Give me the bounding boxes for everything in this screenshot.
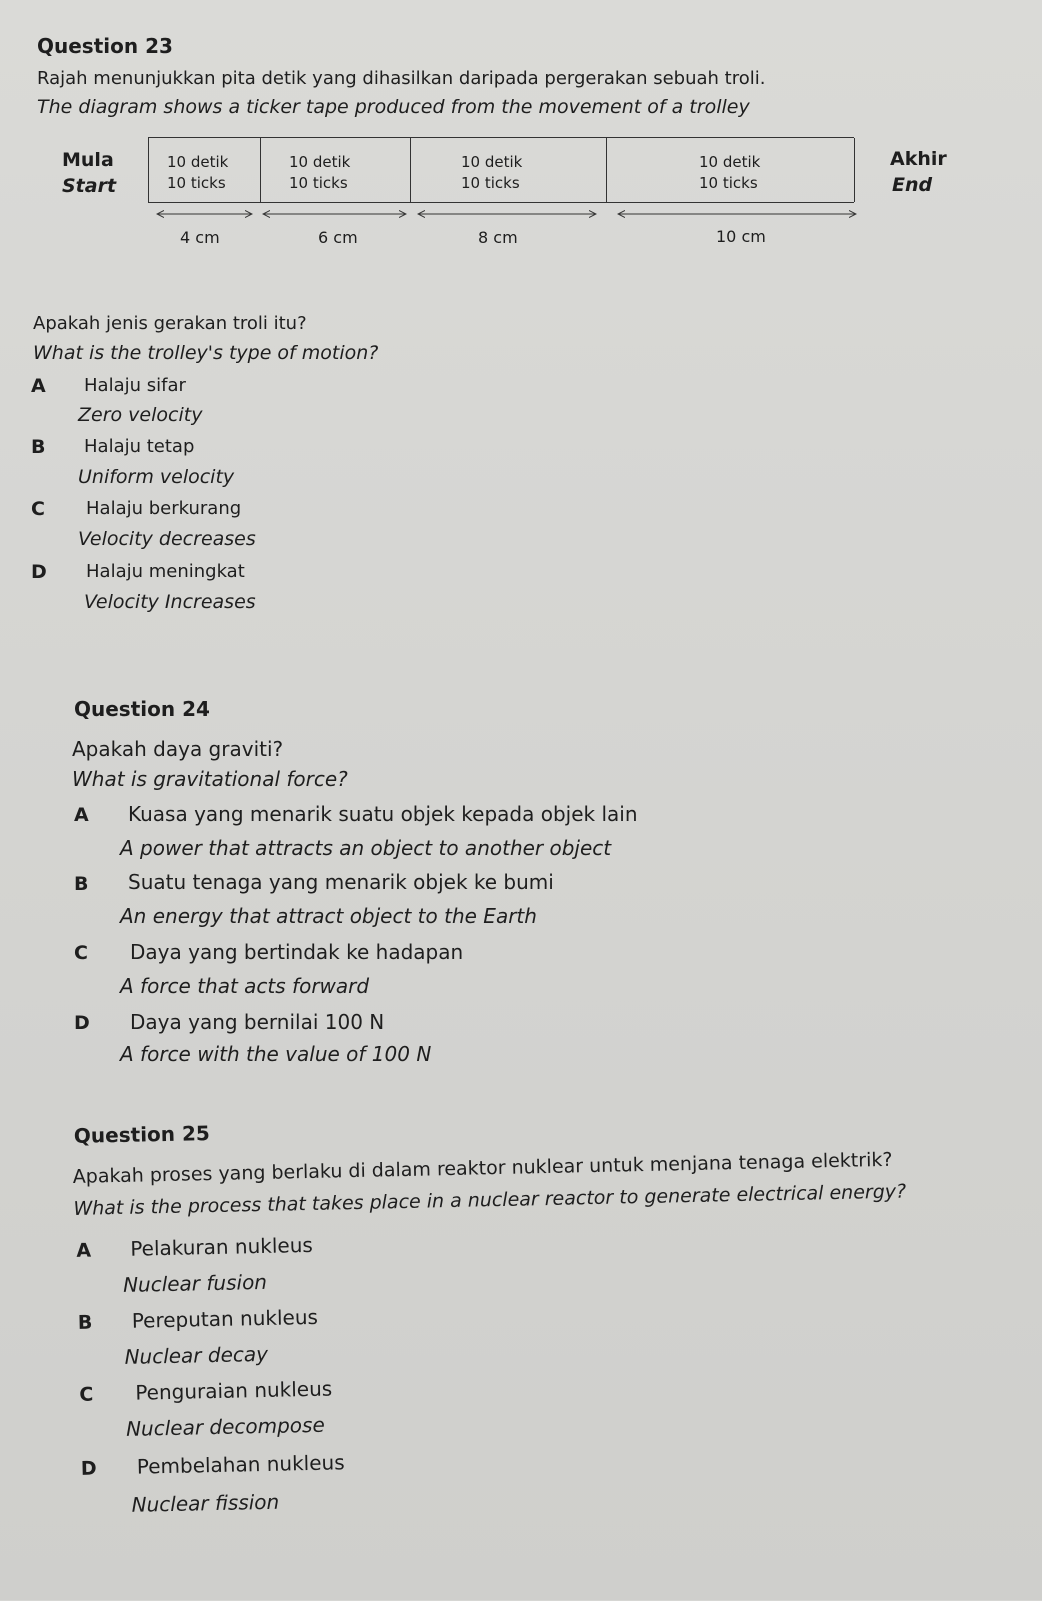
q23-stem-en: The diagram shows a ticker tape produced from the movement of a trolley	[37, 96, 750, 118]
option-text-en: Nuclear fission	[131, 1489, 280, 1517]
option-letter: B	[74, 873, 89, 895]
option-text-en: A force that acts forward	[120, 974, 370, 998]
option-letter: B	[77, 1311, 93, 1334]
segment-2-en: 10 ticks	[289, 174, 348, 192]
option-text-en: Zero velocity	[78, 404, 203, 426]
option-text-ms: Halaju tetap	[84, 436, 195, 457]
option-letter: D	[31, 561, 47, 583]
option-text-en: A force with the value of 100 N	[120, 1042, 432, 1066]
option-text-ms: Halaju meningkat	[86, 561, 245, 582]
start-label-ms: Mula	[62, 149, 114, 171]
option-text-ms: Penguraian nukleus	[135, 1376, 333, 1405]
q23-stem-ms: Rajah menunjukkan pita detik yang dihasilkan daripada pergerakan sebuah troli.	[37, 68, 766, 89]
option-text-en: Velocity decreases	[78, 528, 256, 550]
segment-2-ms: 10 detik	[289, 153, 351, 171]
option-text-ms: Pelakuran nukleus	[130, 1232, 314, 1261]
option-letter: A	[74, 804, 89, 826]
option-text-ms: Daya yang bertindak ke hadapan	[130, 940, 464, 964]
option-text-en: Nuclear decompose	[125, 1412, 325, 1441]
option-text-en: Nuclear fusion	[122, 1269, 268, 1297]
option-text-en: Nuclear decay	[124, 1341, 269, 1369]
option-text-ms: Pembelahan nukleus	[136, 1450, 345, 1479]
q25-question-ms: Apakah proses yang berlaku di dalam reaktor nuklear untuk menjana tenaga elektrik?	[72, 1148, 893, 1188]
option-text-ms: Kuasa yang menarik suatu objek kepada objek lain	[128, 802, 638, 826]
q23-question-ms: Apakah jenis gerakan troli itu?	[33, 313, 307, 334]
segment-2-length: 6 cm	[318, 228, 358, 247]
q24-question-en: What is gravitational force?	[72, 767, 348, 791]
segment-4-en: 10 ticks	[699, 174, 758, 192]
option-text-ms: Daya yang bernilai 100 N	[130, 1010, 385, 1034]
q24-title: Question 24	[74, 697, 210, 721]
option-text-ms: Pereputan nukleus	[131, 1304, 319, 1333]
q24-question-ms: Apakah daya graviti?	[72, 737, 284, 761]
end-label-ms: Akhir	[890, 148, 947, 170]
option-letter: D	[74, 1012, 90, 1034]
segment-4-ms: 10 detik	[699, 153, 761, 171]
option-letter: C	[79, 1383, 94, 1406]
option-text-ms: Halaju berkurang	[86, 498, 242, 519]
option-letter: C	[74, 942, 88, 964]
option-text-ms: Halaju sifar	[84, 375, 186, 396]
option-letter: D	[80, 1457, 97, 1480]
end-label-en: End	[892, 174, 933, 196]
option-letter: C	[31, 498, 45, 520]
segment-1-ms: 10 detik	[167, 153, 229, 171]
option-text-en: A power that attracts an object to another object	[120, 836, 612, 860]
option-letter: A	[76, 1239, 92, 1262]
q25-title: Question 25	[73, 1121, 211, 1148]
segment-1-length: 4 cm	[180, 228, 220, 247]
segment-4-length: 10 cm	[716, 227, 766, 246]
q23-title: Question 23	[37, 34, 173, 58]
q25-question-en: What is the process that takes place in a nuclear reactor to generate electrical energy?	[73, 1180, 907, 1220]
segment-3-length: 8 cm	[478, 228, 518, 247]
option-text-ms: Suatu tenaga yang menarik objek ke bumi	[128, 870, 554, 894]
option-text-en: An energy that attract object to the Earth	[120, 904, 537, 928]
option-text-en: Uniform velocity	[78, 466, 235, 488]
option-text-en: Velocity Increases	[84, 591, 256, 613]
start-label-en: Start	[62, 175, 117, 197]
option-letter: A	[31, 375, 46, 397]
segment-1-en: 10 ticks	[167, 174, 226, 192]
segment-3-en: 10 ticks	[461, 174, 520, 192]
segment-3-ms: 10 detik	[461, 153, 523, 171]
option-letter: B	[31, 436, 46, 458]
q23-question-en: What is the trolley's type of motion?	[33, 342, 379, 364]
